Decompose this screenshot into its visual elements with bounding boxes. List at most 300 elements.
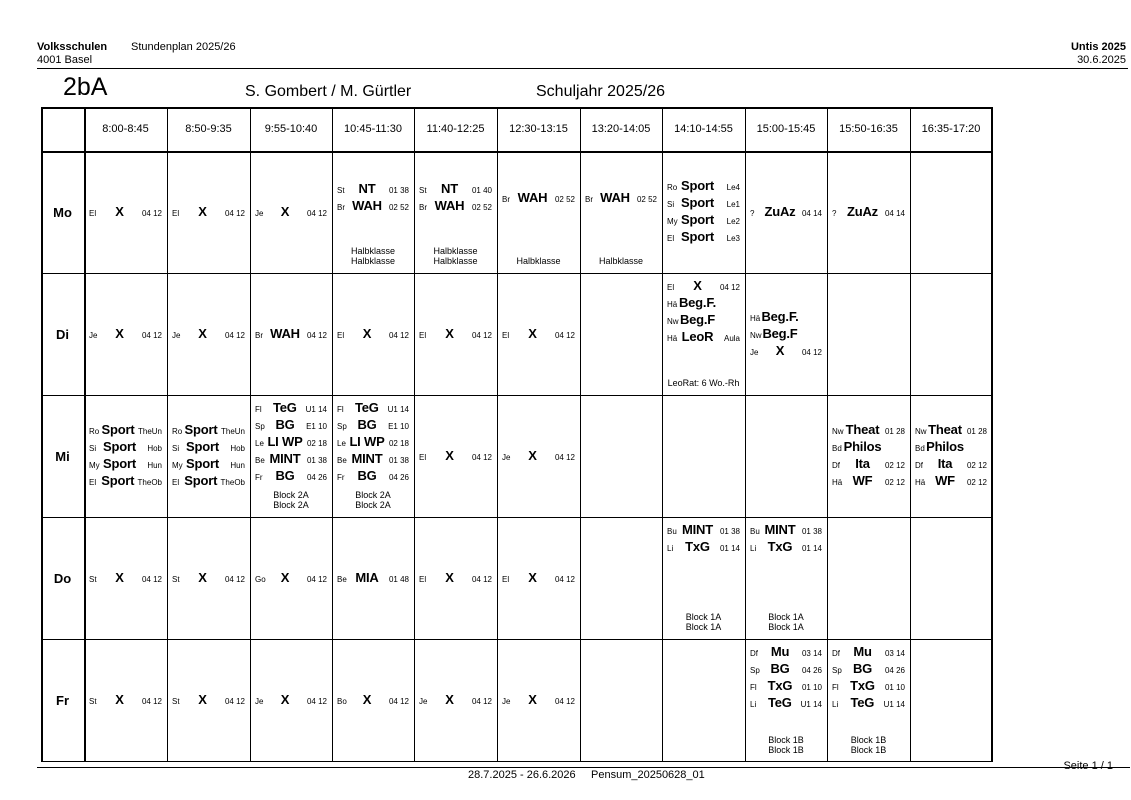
lesson-cell[interactable]: [336, 273, 410, 395]
lesson-entry: [88, 326, 163, 343]
room-code: 03 14: [801, 649, 822, 658]
grid-row-line: [41, 639, 992, 640]
lesson-entries: [171, 517, 246, 639]
subject-name: BG: [357, 468, 377, 483]
teacher-code: Bo: [337, 697, 347, 706]
lesson-entry: [666, 312, 741, 329]
lesson-entry: [749, 204, 823, 221]
room-code: 04 12: [388, 697, 409, 706]
subject-name: Sport: [186, 456, 219, 471]
room-code: TheUn: [220, 427, 245, 436]
room-code: 04 14: [801, 208, 822, 218]
lesson-entry: [831, 439, 906, 456]
lesson-cell[interactable]: [666, 151, 741, 273]
lesson-cell[interactable]: [254, 151, 328, 273]
teacher-code: Je: [502, 697, 511, 706]
lesson-entries: [336, 639, 410, 762]
lesson-cell[interactable]: [914, 395, 988, 517]
lesson-cell[interactable]: [418, 517, 493, 639]
lesson-cell[interactable]: [831, 639, 906, 762]
subject-name: Mu: [770, 644, 790, 659]
subject-name: WF: [852, 473, 873, 488]
room-code: 01 38: [719, 527, 740, 536]
teacher-code: El: [419, 330, 427, 340]
room-code: U1 14: [883, 700, 905, 709]
subject-name: TxG: [767, 539, 793, 554]
room-code: 04 12: [719, 283, 740, 292]
teacher-code: Ro: [667, 183, 678, 192]
subject-name: X: [280, 569, 290, 585]
room-code: 04 12: [141, 208, 162, 218]
lesson-note: [749, 612, 823, 632]
lesson-entries: [88, 517, 163, 639]
lesson-cell[interactable]: [254, 639, 328, 762]
room-code: U1 14: [305, 405, 327, 414]
lesson-entry: [336, 451, 410, 468]
lesson-entries: [418, 517, 493, 639]
teacher-code: Bd: [915, 444, 925, 453]
subject-name: Sport: [184, 422, 218, 437]
period-header: 9:55-10:40: [264, 123, 318, 135]
subject-name: ZuAz: [764, 203, 796, 219]
subject-name: X: [362, 325, 372, 341]
lesson-entry: [418, 448, 493, 465]
subject-name: WAH: [517, 189, 548, 205]
teacher-code: St: [337, 186, 345, 195]
lesson-cell[interactable]: [418, 395, 493, 517]
lesson-entry: [88, 422, 163, 439]
lesson-entries: [584, 151, 658, 273]
lesson-entry: [336, 417, 410, 434]
lesson-entry: [171, 204, 246, 221]
room-code: Hob: [230, 444, 245, 453]
subject-name: X: [115, 325, 124, 341]
subject-name: X: [445, 569, 454, 585]
subject-name: X: [528, 692, 537, 707]
lesson-entry: [88, 439, 163, 456]
subject-name: TeG: [354, 400, 379, 415]
teacher-code: Hä: [832, 478, 843, 487]
subject-name: Sport: [103, 439, 136, 454]
lesson-entries: [914, 395, 988, 517]
room-code: 04 12: [306, 208, 327, 218]
room-code: Le2: [726, 217, 740, 226]
period-header: 10:45-11:30: [344, 123, 402, 135]
subject-name: Sport: [101, 473, 135, 488]
lesson-cell[interactable]: [171, 517, 246, 639]
lesson-entries: [501, 639, 576, 762]
day-label: Mi: [55, 448, 70, 464]
lesson-entry: [171, 422, 246, 439]
lesson-entry: [88, 692, 163, 709]
lesson-entries: [171, 395, 246, 517]
lesson-cell[interactable]: [749, 151, 823, 273]
teacher-code: Fl: [832, 683, 839, 692]
lesson-cell[interactable]: [831, 395, 906, 517]
teacher-code: Bu: [750, 527, 760, 536]
plan-title: Stundenplan 2025/26: [131, 41, 236, 53]
teacher-code: Bd: [832, 444, 842, 453]
room-code: 01 28: [884, 427, 905, 436]
room-code: 02 12: [966, 461, 987, 470]
lesson-note-line: Block 2A: [355, 490, 391, 500]
teacher-code: El: [502, 574, 510, 584]
grid-row-line: [41, 151, 992, 153]
room-code: 04 12: [141, 697, 162, 706]
lesson-entry: [666, 295, 741, 312]
teacher-code: Hä: [915, 478, 926, 487]
teacher-code: ?: [750, 208, 755, 218]
grid-column-line: [414, 107, 415, 762]
room-code: 04 14: [884, 208, 905, 218]
teacher-code: Br: [419, 203, 427, 212]
period-header: 11:40-12:25: [426, 123, 485, 135]
subject-name: BG: [275, 417, 295, 432]
teacher-code: Je: [172, 330, 181, 340]
lesson-entry: [584, 190, 658, 207]
room-code: 01 10: [884, 683, 905, 692]
lesson-cell[interactable]: [584, 151, 658, 273]
lesson-entries: [666, 151, 741, 273]
grid-column-line: [745, 107, 746, 762]
teacher-code: El: [172, 208, 180, 218]
lesson-cell[interactable]: [418, 639, 493, 762]
lesson-entry: [171, 439, 246, 456]
lesson-note-line: Halbklasse: [350, 246, 396, 256]
room-code: 02 52: [471, 203, 492, 212]
lesson-entries: [418, 639, 493, 762]
lesson-entry: [418, 326, 493, 343]
subject-name: Ita: [937, 456, 953, 471]
lesson-entry: [831, 644, 906, 661]
room-code: 04 12: [141, 330, 162, 340]
subject-name: X: [198, 692, 207, 707]
lesson-entries: [336, 517, 410, 639]
teacher-code: Sp: [750, 666, 760, 675]
room-code: 04 26: [801, 666, 822, 675]
teacher-code: El: [419, 452, 427, 462]
lesson-entry: [254, 570, 328, 587]
room-code: 04 12: [554, 452, 575, 462]
subject-name: MINT: [682, 522, 713, 537]
lesson-cell[interactable]: [336, 639, 410, 762]
lesson-note: [666, 612, 741, 632]
lesson-note-line: Block 1A: [768, 612, 804, 622]
lesson-entries: [254, 517, 328, 639]
teacher-code: El: [502, 330, 510, 340]
room-code: 04 12: [471, 330, 492, 340]
lesson-entries: [501, 395, 576, 517]
lesson-entry: [914, 456, 988, 473]
lesson-entries: [254, 151, 328, 273]
grid-row-line: [41, 273, 992, 274]
lesson-cell[interactable]: [501, 639, 576, 762]
lesson-cell[interactable]: [171, 273, 246, 395]
lesson-entries: [501, 151, 576, 273]
lesson-entry: [88, 570, 163, 587]
teacher-code: ?: [832, 208, 837, 218]
lesson-cell[interactable]: [501, 273, 576, 395]
lesson-entry: [171, 692, 246, 709]
lesson-entry: [831, 695, 906, 712]
lesson-entry: [418, 181, 493, 198]
lesson-entries: [749, 273, 823, 395]
room-code: 01 38: [388, 456, 409, 465]
lesson-entry: [666, 178, 741, 195]
pensum-label: Pensum_20250628_01: [591, 769, 705, 781]
lesson-cell[interactable]: [749, 639, 823, 762]
teacher-code: Df: [832, 649, 840, 658]
grid-row-line: [41, 395, 992, 396]
lesson-entry: [831, 678, 906, 695]
day-label: Do: [53, 570, 72, 586]
lesson-note-line: Block 2A: [273, 490, 309, 500]
lesson-note: [831, 735, 906, 755]
room-code: 01 38: [388, 186, 409, 195]
lesson-entry: [501, 190, 576, 207]
subject-name: WF: [935, 473, 955, 488]
subject-name: ZuAz: [847, 203, 878, 219]
lesson-note-line: Halbklasse: [516, 256, 561, 266]
teacher-code: Li: [832, 700, 839, 709]
teacher-code: Fl: [750, 683, 757, 692]
lesson-entries: [418, 395, 493, 517]
period-header: 13:20-14:05: [591, 123, 651, 135]
grid-column-line: [910, 107, 911, 762]
teacher-code: Ro: [172, 427, 183, 436]
header-rule: [37, 68, 1128, 69]
lesson-cell[interactable]: [171, 151, 246, 273]
lesson-note: [418, 246, 493, 266]
room-code: 04 12: [306, 697, 327, 706]
lesson-cell[interactable]: [254, 395, 328, 517]
lesson-entry: [254, 204, 328, 221]
room-code: E1 10: [306, 422, 327, 431]
lesson-entry: [418, 570, 493, 587]
lesson-entry: [749, 644, 823, 661]
lesson-cell[interactable]: [336, 151, 410, 273]
lesson-cell[interactable]: [88, 517, 163, 639]
lesson-entry: [666, 229, 741, 246]
teacher-code: Si: [89, 444, 97, 453]
teacher-code: Df: [915, 461, 923, 470]
lesson-entry: [254, 468, 328, 485]
room-code: Le3: [726, 234, 740, 243]
room-code: 04 26: [306, 473, 327, 482]
teacher-code: Sp: [337, 422, 347, 431]
lesson-cell[interactable]: [749, 517, 823, 639]
lesson-entry: [88, 204, 163, 221]
lesson-entry: [831, 661, 906, 678]
lesson-entry: [914, 473, 988, 490]
lesson-note-line: Block 1B: [850, 745, 887, 755]
room-code: 04 12: [306, 574, 327, 584]
lesson-entry: [749, 309, 823, 326]
teacher-code: Ro: [89, 427, 100, 436]
grid-column-line: [662, 107, 663, 762]
subject-name: X: [445, 447, 454, 463]
lesson-entries: [336, 273, 410, 395]
room-code: 03 14: [884, 649, 905, 658]
room-code: U1 14: [800, 700, 822, 709]
room-code: 04 12: [388, 330, 409, 340]
subject-name: X: [198, 325, 207, 341]
room-code: Le4: [726, 183, 740, 192]
lesson-cell[interactable]: [666, 273, 741, 395]
teacher-code: Nw: [915, 427, 927, 436]
grid-column-line: [250, 107, 251, 762]
room-code: Hob: [147, 444, 162, 453]
subject-name: X: [280, 203, 290, 219]
lesson-cell[interactable]: [88, 639, 163, 762]
lesson-note-line: Halbklasse: [433, 256, 478, 266]
room-code: 04 12: [471, 452, 492, 462]
lesson-entry: [749, 678, 823, 695]
room-code: 02 52: [554, 194, 575, 204]
lesson-cell[interactable]: [88, 273, 163, 395]
lesson-entry: [171, 473, 246, 490]
teacher-code: Sp: [255, 422, 265, 431]
subject-name: MINT: [351, 451, 383, 466]
teacher-code: Si: [667, 200, 675, 209]
lesson-entries: [666, 273, 741, 395]
subject-name: Beg.F.: [678, 295, 717, 310]
lesson-note-line: Block 1A: [685, 612, 722, 622]
lesson-cell[interactable]: [254, 273, 328, 395]
teacher-code: St: [172, 574, 180, 584]
lesson-cell[interactable]: [254, 517, 328, 639]
room-code: 02 18: [306, 439, 327, 448]
lesson-cell[interactable]: [336, 395, 410, 517]
lesson-cell[interactable]: [666, 517, 741, 639]
teacher-code: Be: [337, 456, 347, 465]
subject-name: WAH: [600, 189, 630, 205]
subject-name: Sport: [186, 439, 219, 454]
subject-name: Sport: [101, 422, 135, 437]
teacher-code: Fr: [255, 473, 263, 482]
lesson-note-line: Block 2A: [355, 500, 391, 510]
lesson-entry: [749, 326, 823, 343]
grid-column-line: [167, 107, 168, 762]
lesson-entries: [88, 395, 163, 517]
subject-name: LI WP: [349, 434, 385, 449]
period-header: 15:00-15:45: [756, 123, 816, 135]
lesson-note-line: Halbklasse: [598, 256, 644, 266]
lesson-entry: [171, 456, 246, 473]
teacher-code: El: [172, 478, 180, 487]
teacher-code: Nw: [832, 427, 844, 436]
teacher-code: Be: [337, 574, 347, 584]
lesson-cell[interactable]: [831, 151, 906, 273]
lesson-cell[interactable]: [88, 151, 163, 273]
lesson-entries: [171, 273, 246, 395]
teacher-code: El: [667, 234, 675, 243]
room-code: 01 14: [801, 544, 822, 553]
lesson-cell[interactable]: [749, 273, 823, 395]
teacher-code: Br: [337, 203, 345, 212]
lesson-entry: [666, 212, 741, 229]
room-code: TheOb: [137, 478, 162, 487]
teacher-code: My: [172, 461, 183, 470]
lesson-entries: [88, 273, 163, 395]
room-code: 04 12: [801, 347, 822, 357]
subject-name: X: [115, 203, 124, 219]
lesson-entries: [831, 395, 906, 517]
lesson-cell[interactable]: [418, 273, 493, 395]
subject-name: LI WP: [267, 434, 303, 449]
subject-name: X: [362, 692, 372, 707]
subject-name: TeG: [850, 695, 875, 710]
lesson-note-line: Block 1B: [850, 735, 887, 745]
subject-name: TxG: [767, 678, 793, 693]
lesson-entry: [749, 661, 823, 678]
room-code: Hun: [230, 461, 245, 470]
teacher-code: Li: [667, 544, 674, 553]
room-code: TheOb: [220, 478, 245, 487]
lesson-entry: [501, 448, 576, 465]
teacher-code: Df: [750, 649, 758, 658]
teacher-code: El: [89, 208, 97, 218]
room-code: 01 48: [388, 574, 409, 584]
day-label: Mo: [53, 204, 72, 220]
grid-column-line: [991, 107, 993, 762]
teacher-code: Le: [337, 439, 346, 448]
subject-name: X: [115, 692, 124, 707]
room-code: 01 28: [966, 427, 987, 436]
lesson-entry: [749, 522, 823, 539]
teacher-code: St: [172, 697, 180, 706]
room-code: 04 12: [141, 574, 162, 584]
timetable-grid: [41, 107, 992, 762]
lesson-entry: [254, 417, 328, 434]
subject-name: TeG: [272, 400, 297, 415]
lesson-cell[interactable]: [501, 151, 576, 273]
lesson-cell[interactable]: [501, 395, 576, 517]
grid-column-line: [497, 107, 498, 762]
lesson-cell[interactable]: [88, 395, 163, 517]
room-code: 04 12: [224, 208, 245, 218]
lesson-cell[interactable]: [336, 517, 410, 639]
lesson-cell[interactable]: [418, 151, 493, 273]
period-header: 12:30-13:15: [509, 123, 568, 135]
lesson-entry: [336, 198, 410, 215]
lesson-cell[interactable]: [171, 395, 246, 517]
lesson-cell[interactable]: [171, 639, 246, 762]
lesson-entries: [749, 151, 823, 273]
lesson-note: [666, 378, 741, 388]
subject-name: BG: [770, 661, 790, 676]
period-header: 8:00-8:45: [102, 123, 149, 135]
lesson-entry: [336, 434, 410, 451]
software-label: Untis 2025: [1070, 41, 1126, 53]
subject-name: Beg.F: [762, 325, 798, 341]
subject-name: Theat: [928, 422, 962, 437]
lesson-entry: [666, 195, 741, 212]
lesson-note: [336, 490, 410, 510]
room-code: 02 52: [388, 203, 409, 212]
lesson-entry: [336, 468, 410, 485]
teacher-code: Bu: [667, 527, 677, 536]
room-code: 04 12: [224, 330, 245, 340]
lesson-entry: [666, 329, 741, 346]
lesson-cell[interactable]: [501, 517, 576, 639]
room-code: Aula: [723, 334, 740, 343]
lesson-entries: [88, 639, 163, 762]
subject-name: X: [445, 692, 454, 707]
room-code: 02 52: [636, 194, 657, 204]
subject-name: Sport: [681, 229, 714, 244]
lesson-entry: [254, 326, 328, 343]
